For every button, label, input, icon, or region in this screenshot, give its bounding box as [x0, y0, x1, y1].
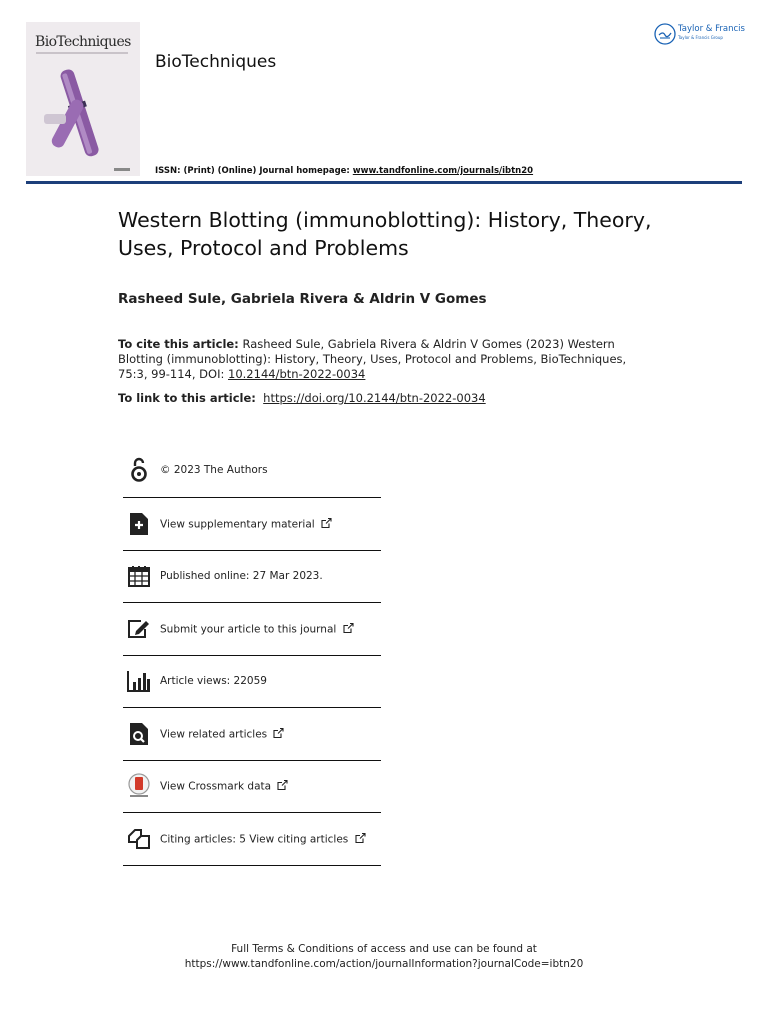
related-label: View related articles [160, 728, 268, 741]
list-item-submit[interactable] [123, 603, 381, 656]
article-link-line [118, 391, 486, 405]
journal-cover-image[interactable] [26, 22, 140, 176]
list-item-citing[interactable] [123, 813, 381, 866]
list-item-published [123, 551, 381, 604]
list-item-license [123, 443, 381, 498]
cite-text: Rasheed Sule, Gabriela Rivera & Aldrin V Gomes (2023) Western Blotting (immunoblotting): History, Theory, Uses, Protocol and Problems, BioTechniques, 75:3, 99-114, DOI: [118, 337, 627, 381]
supplementary-file-icon [127, 512, 151, 536]
list-item-views [123, 656, 381, 709]
publisher-logo[interactable] [654, 21, 754, 47]
issn-line [155, 166, 533, 176]
citation-block [118, 337, 658, 382]
article-info-list [123, 443, 381, 866]
article-title: Western Blotting (immunoblotting): History, Theory, Uses, Protocol and Problems [118, 208, 652, 260]
terms-url[interactable]: https://www.tandfonline.com/action/journalInformation?journalCode=ibtn20 [184, 958, 584, 970]
external-link-icon [343, 622, 354, 633]
published-label: Published online: 27 Mar 2023. [160, 570, 323, 583]
supplementary-label: View supplementary material [160, 518, 315, 531]
calendar-icon [127, 564, 151, 588]
license-label: © 2023 The Authors [160, 464, 268, 476]
article-authors: Rasheed Sule, Gabriela Rivera & Aldrin V Gomes [118, 291, 487, 307]
crossmark-label: View Crossmark data [160, 780, 272, 793]
external-link-icon [355, 832, 366, 843]
external-link-icon [321, 517, 332, 528]
publisher-logo-icon [654, 23, 676, 45]
journal-homepage-link[interactable]: www.tandfonline.com/journals/ibtn20 [352, 166, 534, 176]
terms-line: Full Terms & Conditions of access and use can be found at [231, 943, 537, 955]
bar-chart-icon [127, 669, 151, 693]
external-link-icon [273, 727, 284, 738]
citing-articles-icon [127, 827, 151, 851]
list-item-supplementary[interactable] [123, 498, 381, 551]
cite-label: To cite this article: [118, 337, 239, 351]
related-search-icon [127, 722, 151, 746]
list-item-related[interactable] [123, 708, 381, 761]
open-access-icon [127, 458, 151, 482]
citing-label: Citing articles: 5 View citing articles [160, 833, 349, 846]
views-label: Article views: 22059 [160, 675, 267, 688]
link-label: To link to this article: [118, 391, 256, 405]
journal-name: BioTechniques [155, 52, 277, 72]
external-link-icon [277, 780, 288, 791]
cite-doi-link[interactable]: 10.2144/btn-2022-0034 [228, 367, 366, 381]
header-divider [26, 181, 742, 184]
terms-footer [0, 942, 768, 972]
cover-title: BioTechniques [35, 34, 131, 50]
cover-artwork [26, 22, 140, 176]
publisher-name: Taylor & Francis [678, 24, 745, 34]
list-item-crossmark[interactable] [123, 761, 381, 814]
article-doi-link[interactable]: https://doi.org/10.2144/btn-2022-0034 [263, 391, 486, 405]
issn-text: ISSN: (Print) (Online) Journal homepage: [155, 166, 350, 176]
edit-icon [127, 617, 151, 641]
crossmark-icon [127, 774, 151, 798]
submit-label: Submit your article to this journal [160, 623, 337, 636]
publisher-subtitle: Taylor & Francis Group [678, 35, 723, 40]
